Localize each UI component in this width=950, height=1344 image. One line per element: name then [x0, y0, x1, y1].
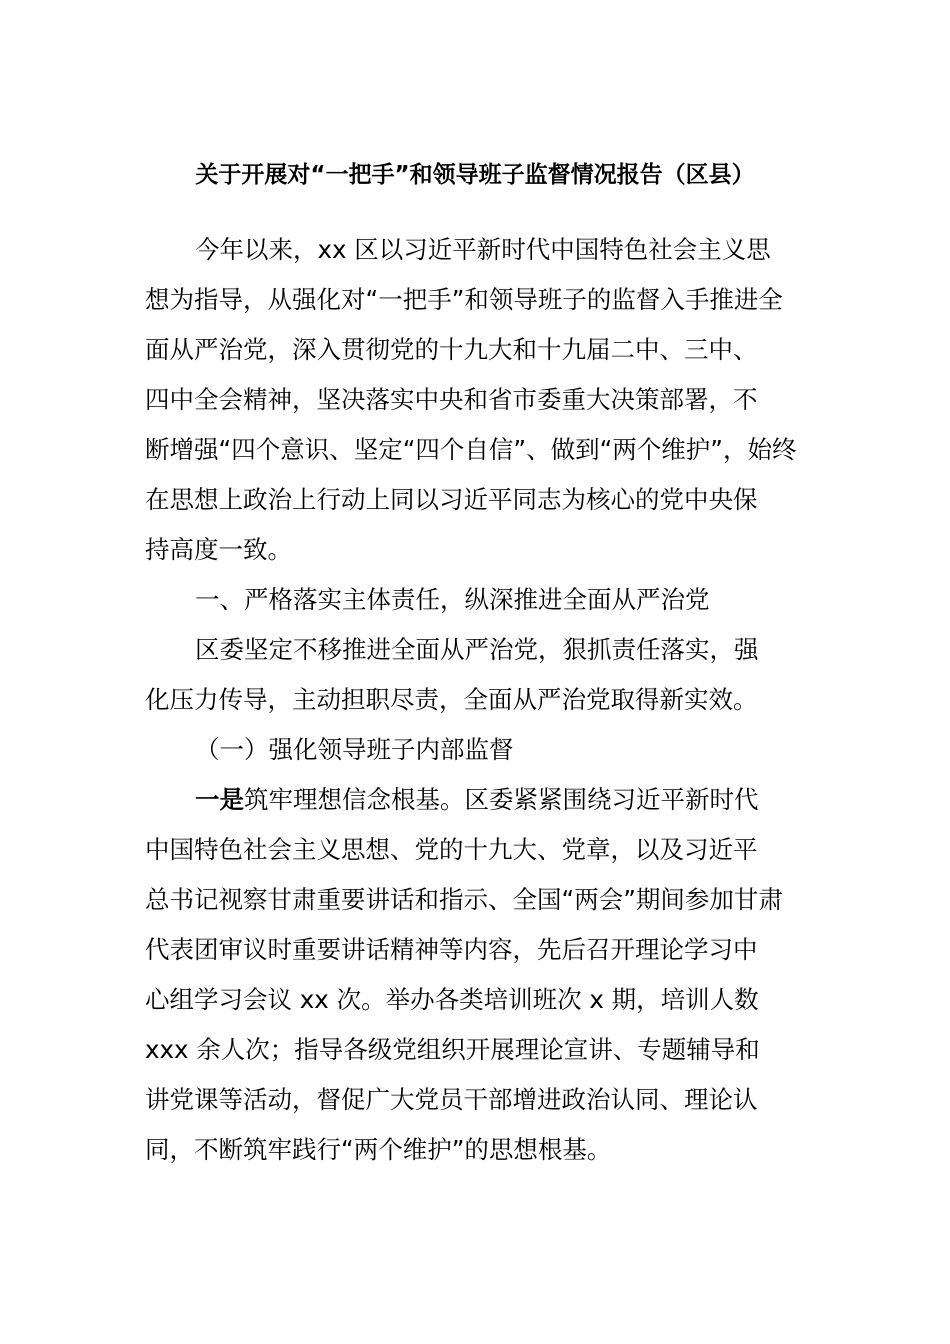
section-heading-text: 一、严格落实主体责任，纵深推进全面从严治党: [195, 585, 710, 614]
paragraph-line: 同，不断筑牢践行“两个维护”的思想根基。: [145, 1135, 612, 1164]
paragraph-line: 中国特色社会主义思想、党的十九大、党章，以及习近平: [145, 835, 758, 864]
document-title: 关于开展对“一把手”和领导班子监督情况报告（区县）: [195, 162, 755, 188]
paragraph-line: 讲党课等活动，督促广大党员干部增进政治认同、理论认: [145, 1085, 758, 1114]
paragraph-line: 在思想上政治上行动上同以习近平同志为核心的党中央保: [145, 485, 758, 514]
paragraph-point-one: [145, 775, 805, 1175]
lead-bold-text: 一是: [195, 785, 244, 814]
paragraph-line: 化压力传导，主动担职尽责，全面从严治党取得新实效。: [145, 685, 758, 714]
paragraph-line: 断增强“四个意识、坚定“四个自信”、做到“两个维护”，始终: [145, 435, 797, 464]
paragraph-line: xxx 余人次；指导各级党组织开展理论宣讲、专题辅导和: [145, 1035, 760, 1064]
paragraph-line-text: 筑牢理想信念根基。区委紧紧围绕习近平新时代: [244, 785, 759, 814]
paragraph-line: 四中全会精神，坚决落实中央和省市委重大决策部署，不: [145, 385, 758, 414]
subsection-heading: [145, 725, 805, 775]
paragraph-line: [145, 775, 805, 825]
paragraph-line: 今年以来，xx 区以习近平新时代中国特色社会主义思: [195, 235, 771, 264]
paragraph-line: 区委坚定不移推进全面从严治党，狠抓责任落实，强: [195, 635, 759, 664]
paragraph-section-one: [145, 625, 805, 725]
section-heading: [145, 575, 805, 625]
paragraph-line: 面从严治党，深入贯彻党的十九大和十九届二中、三中、: [145, 335, 758, 364]
paragraph-line: 总书记视察甘肃重要讲话和指示、全国“两会”期间参加甘肃: [145, 885, 783, 914]
paragraph-intro: [145, 225, 805, 575]
paragraph-line: 心组学习会议 xx 次。举办各类培训班次 x 期，培训人数: [145, 985, 759, 1014]
paragraph-line: 代表团审议时重要讲话精神等内容，先后召开理论学习中: [145, 935, 758, 964]
paragraph-line: 想为指导，从强化对“一把手”和领导班子的监督入手推进全: [145, 285, 783, 314]
paragraph-line: 持高度一致。: [145, 535, 292, 564]
subsection-heading-text: （一）强化领导班子内部监督: [195, 735, 514, 764]
